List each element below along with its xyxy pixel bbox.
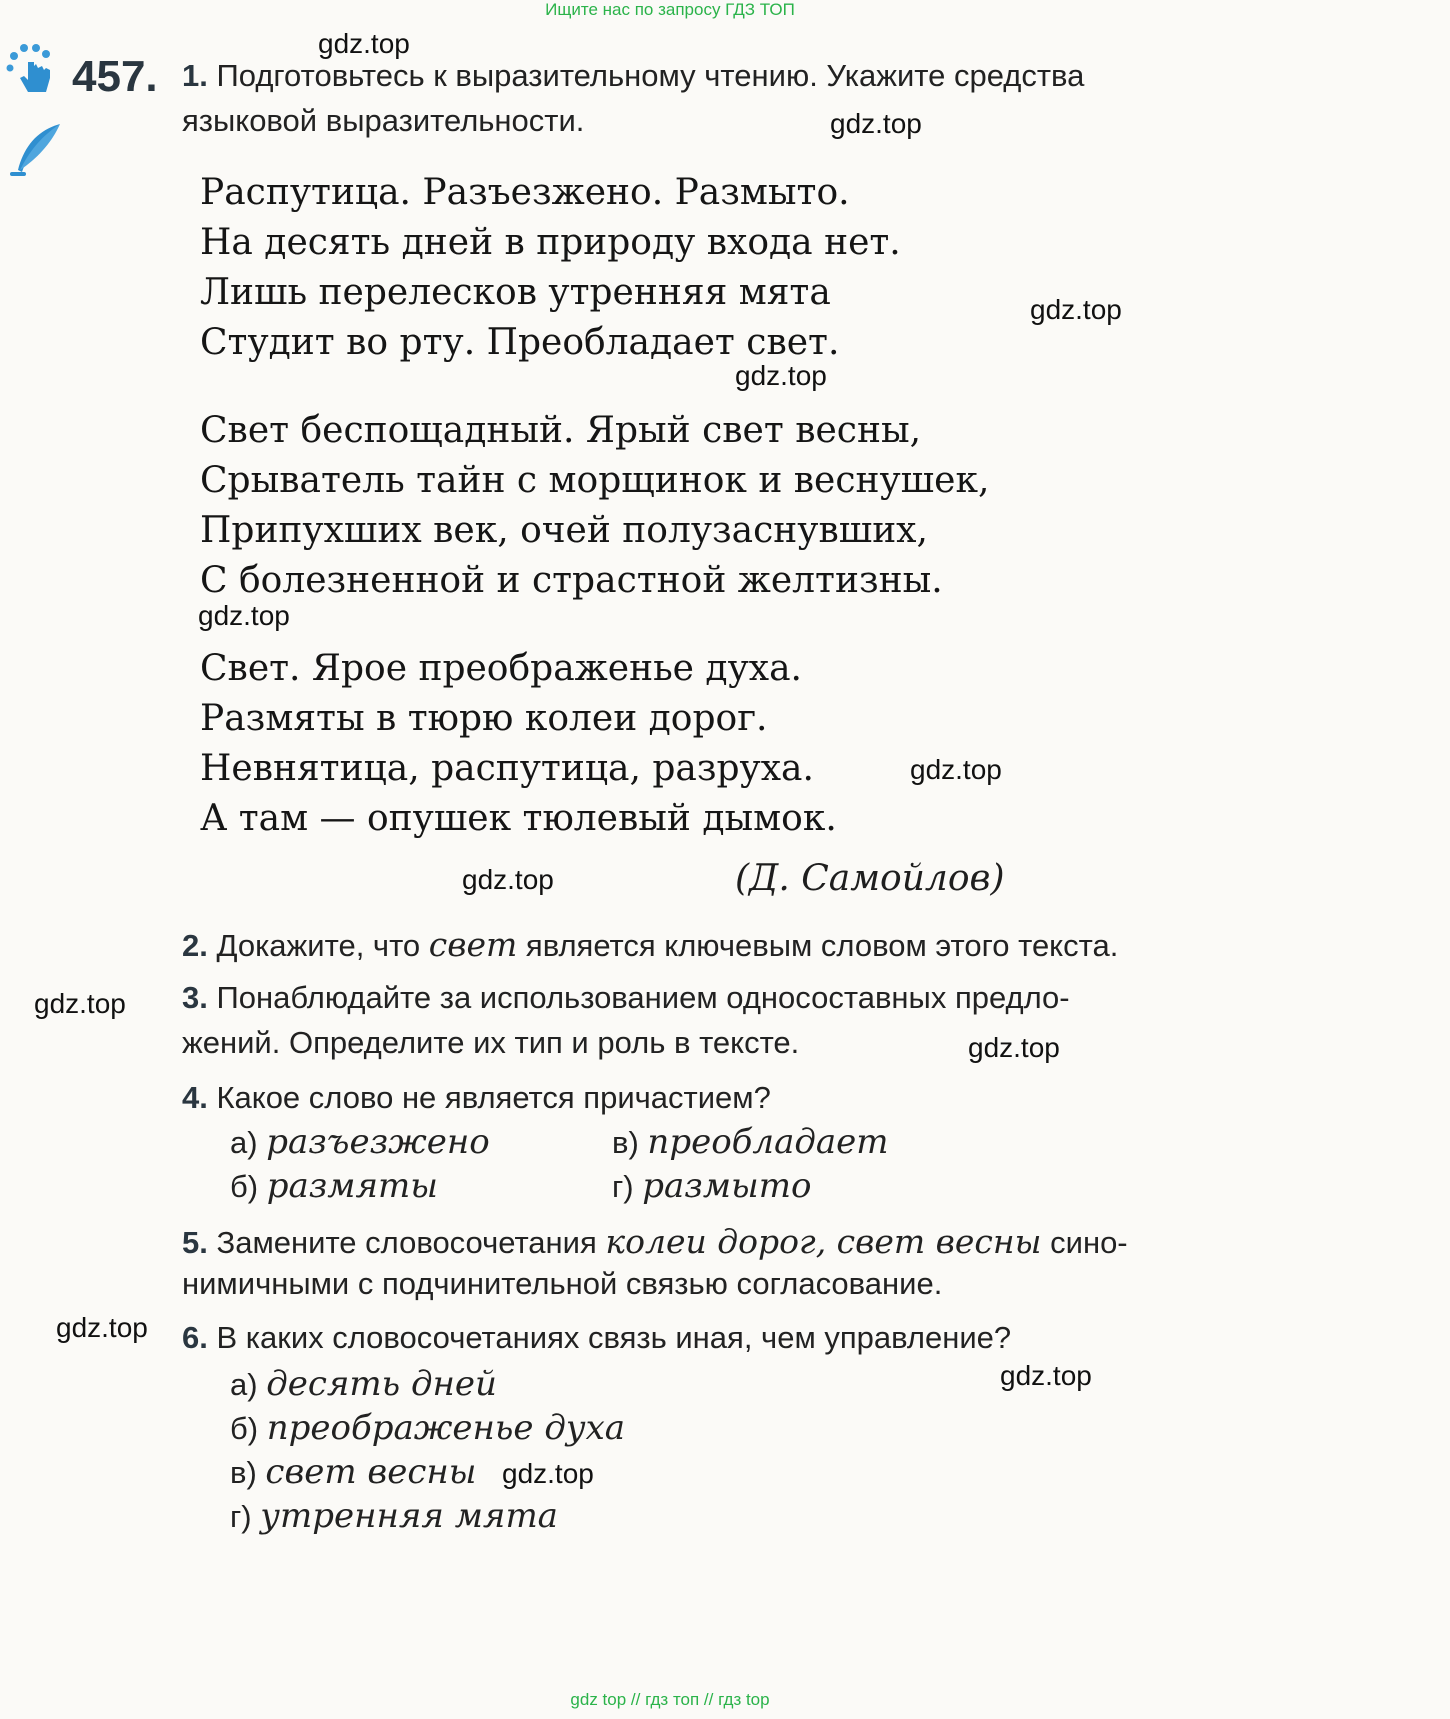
task-1-text: Подготовьтесь к выразительному чтению. Укажите средства: [216, 58, 1085, 93]
task-3-line-2: жений. Определите их тип и роль в тексте.: [182, 1025, 800, 1060]
task-2-keyword: свет: [428, 925, 518, 964]
task-4-option[interactable]: [230, 1122, 490, 1162]
option-value: разъезжено: [266, 1122, 490, 1162]
task-1-line-1: [182, 58, 1084, 94]
option-value: свет весны: [265, 1452, 477, 1492]
watermark: gdz.top: [910, 754, 1002, 785]
watermark: gdz.top: [462, 864, 554, 895]
task-6-option[interactable]: [230, 1452, 476, 1492]
poem-line: С болезненной и страстной желтизны.: [200, 560, 943, 601]
watermark: gdz.top: [34, 988, 126, 1019]
option-letter: в): [230, 1455, 257, 1490]
option-value: размыто: [642, 1166, 812, 1206]
watermark: gdz.top: [198, 600, 290, 631]
task-2: [182, 925, 1118, 964]
poem-line: Распутица. Разъезжено. Размыто.: [200, 172, 850, 213]
option-value: десять дней: [266, 1364, 497, 1404]
task-5-text-pre: Замените словосочетания: [216, 1225, 606, 1260]
option-letter: а): [230, 1367, 258, 1402]
watermark: gdz.top: [1000, 1360, 1092, 1391]
task-2-text-pre: Докажите, что: [216, 928, 429, 963]
option-value: утренняя мята: [260, 1496, 558, 1536]
watermark: gdz.top: [830, 108, 922, 139]
poem-line: На десять дней в природу входа нет.: [200, 222, 901, 263]
task-5-phrases: колеи дорог, свет весны: [605, 1222, 1042, 1261]
top-banner[interactable]: Ищите нас по запросу ГДЗ ТОП: [545, 0, 795, 19]
footer-links[interactable]: gdz top // гдз топ // гдз top: [570, 1690, 770, 1709]
task-1-number: 1.: [182, 58, 208, 93]
option-letter: в): [612, 1125, 639, 1160]
feather-pen-icon: [8, 120, 64, 180]
poem-line: Свет. Ярое преображенье духа.: [200, 648, 802, 689]
task-2-text-post: является ключевым словом этого текста.: [517, 928, 1119, 963]
poem-line: Невнятица, распутица, разруха.: [200, 748, 814, 789]
watermark: gdz.top: [56, 1312, 148, 1343]
option-value: преображенье духа: [266, 1408, 626, 1448]
task-3-text: Понаблюдайте за использованием односоставных предло-: [216, 980, 1070, 1015]
task-6-option[interactable]: [230, 1496, 558, 1536]
watermark: gdz.top: [318, 28, 410, 59]
task-4-text: Какое слово не является причастием?: [216, 1080, 771, 1115]
task-5-line-1: [182, 1222, 1128, 1261]
task-6: [182, 1320, 1011, 1356]
poem-author: (Д. Самойлов): [735, 858, 1005, 899]
exercise-number: 457.: [72, 52, 158, 101]
option-letter: б): [230, 1411, 259, 1446]
watermark: gdz.top: [502, 1458, 594, 1489]
option-letter: г): [612, 1169, 634, 1204]
option-letter: б): [230, 1169, 259, 1204]
task-6-option[interactable]: [230, 1408, 625, 1448]
task-5-number: 5.: [182, 1225, 208, 1260]
task-5-text-post: сино-: [1041, 1225, 1128, 1260]
task-4-option[interactable]: [612, 1166, 811, 1206]
option-letter: г): [230, 1499, 252, 1534]
task-6-option[interactable]: [230, 1364, 497, 1404]
watermark: gdz.top: [735, 360, 827, 391]
poem-line: А там — опушек тюлевый дымок.: [200, 798, 837, 839]
task-6-text: В каких словосочетаниях связь иная, чем управление?: [216, 1320, 1012, 1355]
task-6-number: 6.: [182, 1320, 208, 1355]
task-3-number: 3.: [182, 980, 208, 1015]
task-3-line-1: [182, 980, 1070, 1016]
poem-line: Размяты в тюрю колеи дорог.: [200, 698, 768, 739]
poem-line: Лишь перелесков утренняя мята: [200, 272, 831, 313]
watermark: gdz.top: [968, 1032, 1060, 1063]
task-5-line-2: нимичными с подчинительной связью согласование.: [182, 1266, 943, 1301]
poem-line: Свет беспощадный. Ярый свет весны,: [200, 410, 922, 451]
option-value: размяты: [266, 1166, 438, 1206]
task-4-option[interactable]: [230, 1166, 438, 1206]
task-4-number: 4.: [182, 1080, 208, 1115]
watermark: gdz.top: [1030, 294, 1122, 325]
poem-line: Припухших век, очей полузаснувших,: [200, 510, 928, 551]
poem-line: Студит во рту. Преобладает свет.: [200, 322, 840, 363]
task-4-option[interactable]: [612, 1122, 889, 1162]
poem-line: Срыватель тайн с морщинок и веснушек,: [200, 460, 990, 501]
task-2-number: 2.: [182, 928, 208, 963]
option-value: преобладает: [647, 1122, 889, 1162]
task-4: [182, 1080, 771, 1116]
task-1-line-2: языковой выразительности.: [182, 103, 585, 138]
touch-hand-icon: [6, 44, 58, 100]
option-letter: а): [230, 1125, 258, 1160]
